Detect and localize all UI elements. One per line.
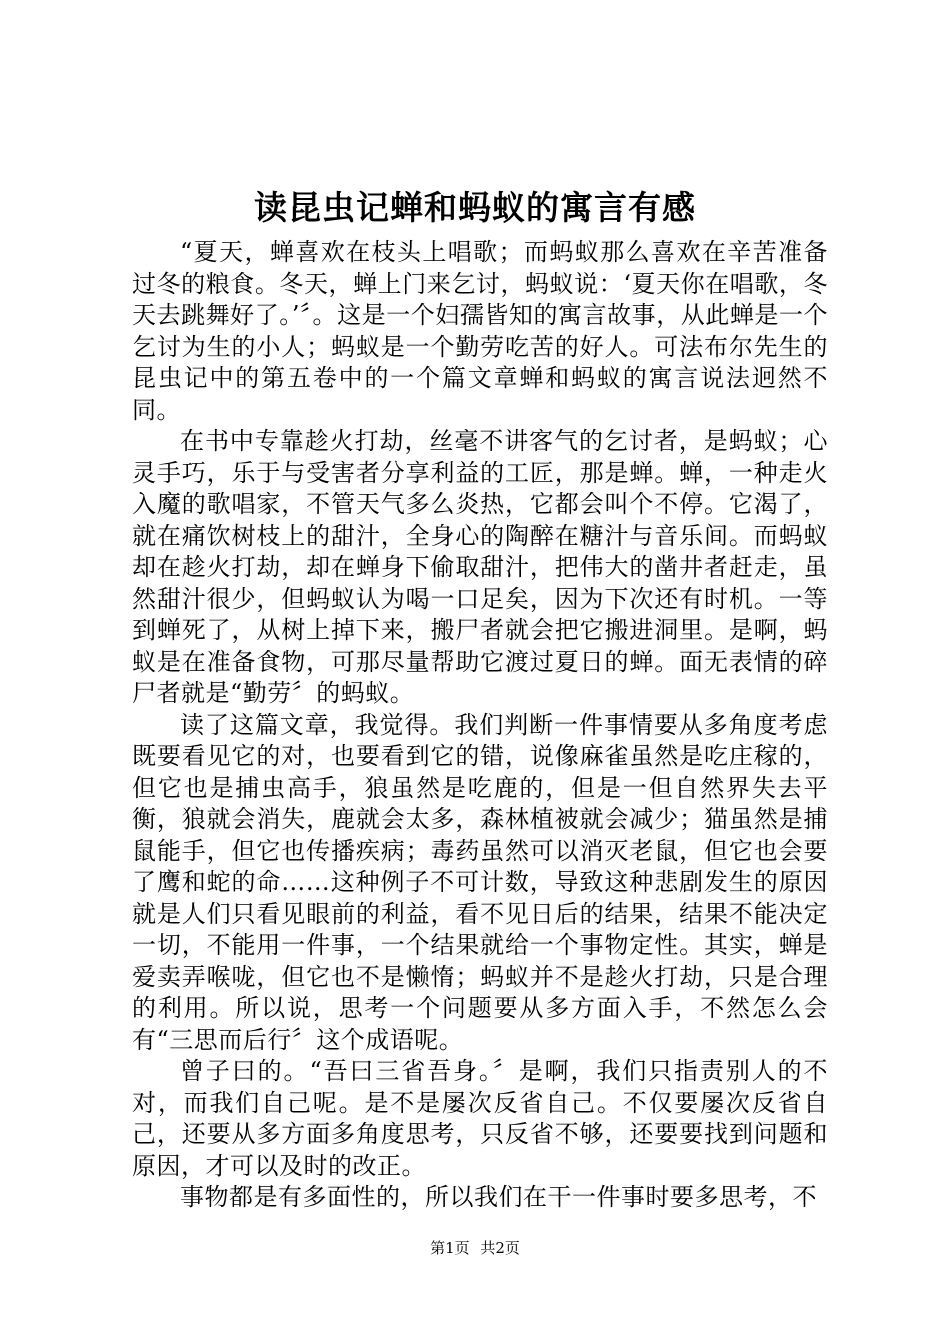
paragraph-4: 曾子曰的。“吾曰三省吾身。〞是啊，我们只指责别人的不对，而我们自己呢。是不是屡次反省自己。不仅要屡次反省自己，还要从多方面多角度思考，只反省不够，还要要找到问题和原因，才可以及时的改正。 — [132, 1057, 828, 1180]
paragraph-1: “夏天，蝉喜欢在枝头上唱歌；而蚂蚁那么喜欢在辛苦准备过冬的粮食。冬天，蝉上门来乞讨，蚂蚁说：‘夏天你在唱歌，冬天去跳舞好了。’〞。这是一个妇孺皆知的寓言故事，从此蝉是一个乞讨为生的小人；蚂蚁是一个勤劳吃苦的好人。可法布尔先生的昆虫记中的第五卷中的一个篇文章蝉和蚂蚁的寓言说法迥然不同。 — [132, 238, 828, 424]
paragraph-3: 读了这篇文章，我觉得。我们判断一件事情要从多角度考虑既要看见它的对，也要看到它的错，说像麻雀虽然是吃庄稼的，但它也是捕虫高手，狼虽然是吃鹿的，但是一但自然界失去平衡，狼就会消失，鹿就会太多，森林植被就会减少；猫虽然是捕鼠能手，但它也传播疾病；毒药虽然可以消灭老鼠，但它也会要了鹰和蛇的命……这种例子不可计数，导致这种悲剧发生的原因就是人们只看见眼前的利益，看不见日后的结果，结果不能决定一切，不能用一件事，一个结果就给一个事物定性。其实，蝉是爱卖弄喉咙，但它也不是懒惰；蚂蚁并不是趁火打劫，只是合理的利用。所以说，思考一个问题要从多方面入手，不然怎么会有“三思而后行〞这个成语呢。 — [132, 710, 828, 1054]
document-title: 读昆虫记蝉和蚂蚁的寓言有感 — [254, 188, 696, 227]
page-footer — [0, 1238, 950, 1258]
document-body — [132, 237, 828, 1214]
paragraph-5: 事物都是有多面性的，所以我们在干一件事时要多思考，不 — [180, 1183, 817, 1211]
page-number-current: 第1页 — [430, 1239, 470, 1257]
paragraph-2: 在书中专靠趁火打劫，丝毫不讲客气的乞讨者，是蚂蚁；心灵手巧，乐于与受害者分享利益的工匠，那是蝉。蝉，一种走火入魔的歌唱家，不管天气多么炎热，它都会叫个不停。它渴了，就在痛饮树枝上的甜汁，全身心的陶醉在糖汁与音乐间。而蚂蚁却在趁火打劫，却在蝉身下偷取甜汁，把伟大的凿井者赶走，虽然甜汁很少，但蚂蚁认为喝一口足矣，因为下次还有时机。一等到蝉死了，从树上掉下来，搬尸者就会把它搬进洞里。是啊，蚂蚁是在准备食物，可那尽量帮助它渡过夏日的蝉。面无表情的碎尸者就是“勤劳〞的蚂蚁。 — [132, 427, 828, 707]
page-number-total: 共2页 — [480, 1239, 520, 1257]
